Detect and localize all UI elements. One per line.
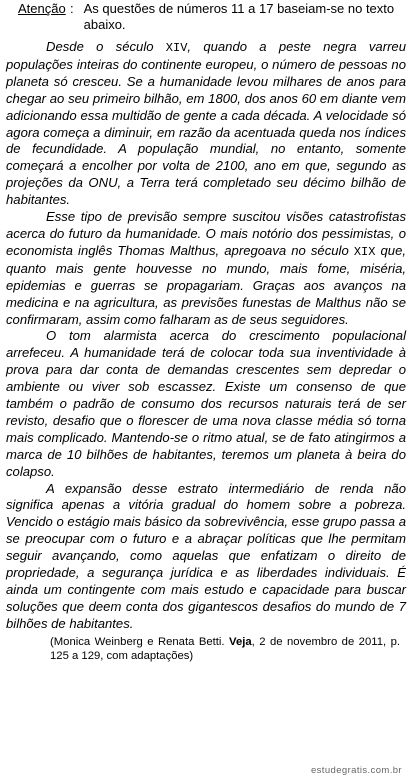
paragraph-text: A expansão desse estrato intermediário de renda não significa apenas a vitória gradual do homem sobre a pobreza. Vencido o estágio mais básico da sobrevivência, esse grupo passa a se preocupar com o futuro e a abraçar políticas que lhe permitam seguir avançando, como aquelas que enfatizam o direito de propriedade, a segurança jurídica e as liberdades individuais. É ainda um contingente com mais estudo e capacidade para buscar soluções que deem conta dos gigantescos desafios do mundo de 7 bilhões de habitantes. [6, 480, 406, 631]
site-watermark: estudegratis.com.br [310, 765, 402, 776]
citation-authors: (Monica Weinberg e Renata Betti. [50, 635, 230, 648]
paragraph-text: que, quanto mais gente houvesse no mundo, mais fome, miséria, epidemias e guerras se propagariam. Graças aos avanços na medicina e na agricultura, as previsões funestas de Malthus não se confirmaram, assim como falharam as de seus seguidores. [6, 242, 407, 327]
citation-magazine: Veja [229, 635, 252, 648]
citation-details: , 2 de novembro de 2011, p. 125 a 129, com adaptações) [50, 635, 400, 663]
paragraph-text: , quando a peste negra varreu populações inteiras do continente europeu, o número de pessoas no planeta só cresceu. Se a humanidade levou milhares de anos para chegar ao seu primeiro bilhão, em 1800, dos anos 60 em diante vem adicionando essa multidão de gente a cada década. A velocidade só agora começa a diminuir, em razão da acentuada queda nos índices de fecundidade. A população mundial, no entanto, somente começará a encolher por volta de 2100, ano em que, segundo as projeções da ONU, a Terra terá completado seu décimo bilhão de habitantes. [6, 39, 406, 208]
paragraph-3 [6, 328, 406, 480]
paragraph-2 [6, 209, 406, 328]
roman-numeral: XIX [353, 244, 376, 259]
article-body [6, 39, 406, 633]
source-citation [50, 635, 400, 664]
notice-header [6, 1, 406, 33]
paragraph-text: O tom alarmista acerca do crescimento populacional arrefeceu. A humanidade terá de colocar toda sua inventividade à prova para dar conta de demandas crescentes sem depredar o ambiente ou viver sob escassez. Existe um consenso de que também o padrão de consumo dos recursos naturais terá de ser revisto, desafio que o florescer de uma nova classe média só torna mais complicado. Mantendo-se o ritmo atual, se de fato atingirmos a marca de 10 bilhões de habitantes, teremos um planeta à beira do colapso. [6, 328, 406, 479]
notice-text: As questões de números 11 a 17 baseiam-se no texto abaixo. [83, 1, 395, 32]
paragraph-text: Desde o século [46, 39, 166, 54]
paragraph-4 [6, 481, 406, 633]
notice-colon: : [70, 1, 74, 16]
paragraph-1 [6, 39, 406, 209]
roman-numeral: XIV [165, 41, 188, 55]
notice-label: Atenção [18, 1, 66, 16]
paragraph-text: Esse tipo de previsão sempre suscitou visões catastrofistas acerca do futuro da humanidade. O mais notório dos pessimistas, o economista inglês Thomas Malthus, apregoava no século [6, 209, 406, 258]
